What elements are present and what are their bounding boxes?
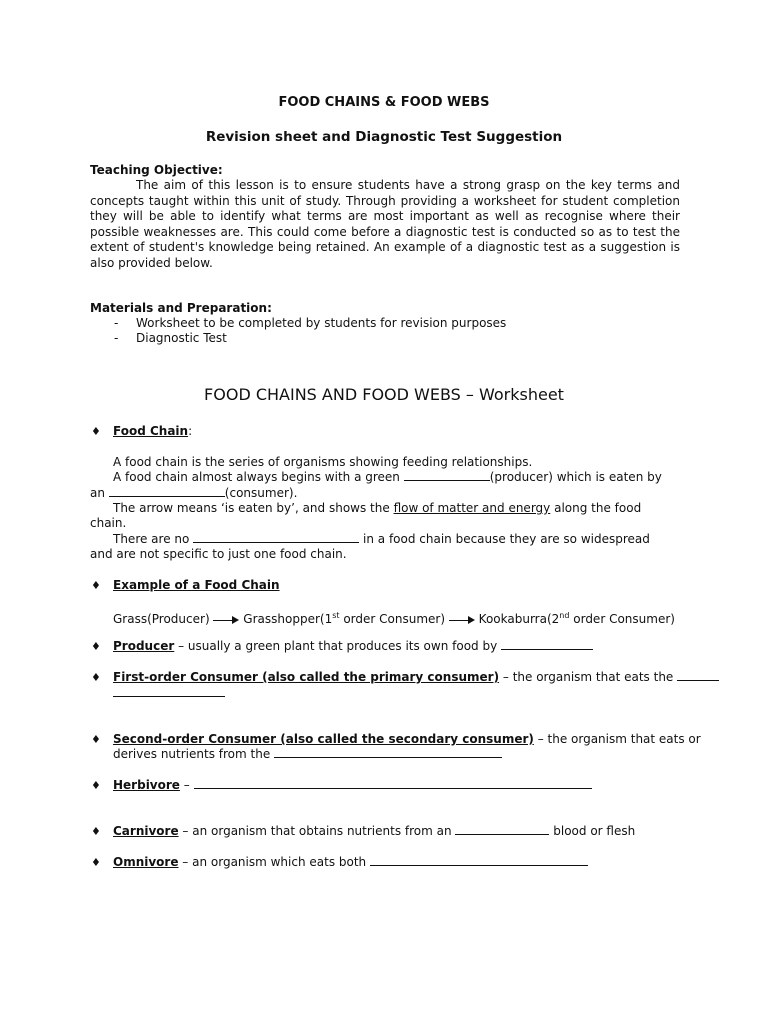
food-chain-line (113, 470, 662, 486)
fill-in-blank[interactable] (109, 486, 225, 497)
text: derives nutrients from the (113, 747, 271, 761)
materials-item-text: Worksheet to be completed by students for revision purposes (136, 316, 507, 330)
fill-in-blank[interactable] (677, 670, 719, 681)
diamond-bullet-icon: ♦ (91, 733, 101, 746)
text: – the organism that eats or (533, 732, 701, 746)
fill-in-blank[interactable] (274, 747, 502, 758)
organism-grasshopper: Grasshopper(1 (243, 612, 333, 626)
text: – an organism which eats both (178, 855, 367, 869)
organism-kookaburra: Kookaburra(2 (478, 612, 560, 626)
diamond-bullet-icon: ♦ (91, 779, 101, 792)
diamond-bullet-icon: ♦ (91, 856, 101, 869)
fill-in-blank[interactable] (455, 824, 549, 835)
example-food-chain (113, 608, 675, 628)
organism-grass: Grass(Producer) (113, 612, 210, 626)
text: – usually a green plant that produces its own food by (174, 639, 498, 653)
first-order-definition (113, 670, 719, 686)
page-subtitle: Revision sheet and Diagnostic Test Suggestion (205, 129, 563, 145)
objective-heading: Teaching Objective: (90, 163, 223, 177)
arrow-right-icon (213, 616, 239, 624)
term-label: Omnivore (113, 855, 179, 869)
materials-item (114, 331, 227, 347)
text: (consumer). (224, 486, 298, 500)
food-chain-line: and are not specific to just one food chain. (90, 547, 347, 561)
term-label: Food Chain (113, 424, 189, 438)
carnivore-definition (113, 824, 635, 840)
diamond-bullet-icon: ♦ (91, 425, 101, 438)
superscript: nd (559, 611, 570, 620)
diamond-bullet-icon: ♦ (91, 671, 101, 684)
text: (producer) which is eaten by (489, 470, 662, 484)
materials-heading: Materials and Preparation: (90, 301, 272, 315)
text: There are no (113, 532, 190, 546)
text: blood or flesh (553, 824, 636, 838)
organism-grasshopper-rest: order Consumer) (339, 612, 446, 626)
term-label: First-order Consumer (also called the primary consumer) (113, 670, 500, 684)
fill-in-blank[interactable] (370, 855, 588, 866)
arrow-right-icon (449, 616, 475, 624)
text: an (90, 486, 105, 500)
term-label: Producer (113, 639, 175, 653)
text: A food chain almost always begins with a green (113, 470, 400, 484)
food-chain-heading (113, 424, 192, 440)
term-label: Herbivore (113, 778, 180, 792)
materials-item (114, 316, 506, 332)
producer-definition (113, 639, 593, 655)
text: – (179, 778, 190, 792)
organism-kookaburra-rest: order Consumer) (569, 612, 675, 626)
text: in a food chain because they are so widespread (363, 532, 650, 546)
text: – the organism that eats the (499, 670, 674, 684)
materials-item-text: Diagnostic Test (136, 331, 227, 345)
food-chain-line (90, 486, 297, 502)
food-chain-line: A food chain is the series of organisms showing feeding relationships. (113, 455, 533, 469)
herbivore-definition (113, 778, 592, 794)
example-heading: Example of a Food Chain (113, 578, 280, 592)
text: The arrow means ‘is eaten by’, and shows the (113, 501, 390, 515)
food-chain-line (113, 532, 650, 548)
food-chain-line: chain. (90, 516, 127, 530)
superscript: st (332, 611, 340, 620)
term-label: Carnivore (113, 824, 179, 838)
dash: - (114, 316, 119, 330)
worksheet-title: FOOD CHAINS AND FOOD WEBS – Worksheet (204, 385, 564, 404)
second-order-line2 (113, 747, 502, 763)
page-title: FOOD CHAINS & FOOD WEBS (278, 95, 490, 110)
underlined-term: flow of matter and energy (393, 501, 551, 515)
fill-in-blank[interactable] (404, 470, 490, 481)
fill-in-blank[interactable] (193, 532, 359, 543)
second-order-definition (113, 732, 701, 748)
food-chain-line (113, 501, 641, 517)
fill-in-blank[interactable] (501, 639, 593, 650)
diamond-bullet-icon: ♦ (91, 825, 101, 838)
diamond-bullet-icon: ♦ (91, 640, 101, 653)
diamond-bullet-icon: ♦ (91, 579, 101, 592)
text: – an organism that obtains nutrients from an (178, 824, 452, 838)
term-label: Second-order Consumer (also called the secondary consumer) (113, 732, 534, 746)
fill-in-blank[interactable] (113, 686, 225, 697)
omnivore-definition (113, 855, 588, 871)
objective-text: The aim of this lesson is to ensure students have a strong grasp on the key terms and concepts taught within this unit of study. Through providing a worksheet for student completion they will be able to identify what terms are most important as well as recognise where their possible weaknesses are. This could come before a diagnostic test is conducted so as to test the extent of student's knowledge being retained. An example of a diagnostic test as a suggestion is also provided below. (90, 178, 680, 270)
colon: : (188, 424, 193, 438)
dash: - (114, 331, 119, 345)
fill-in-blank[interactable] (194, 778, 592, 789)
text: along the food (554, 501, 642, 515)
